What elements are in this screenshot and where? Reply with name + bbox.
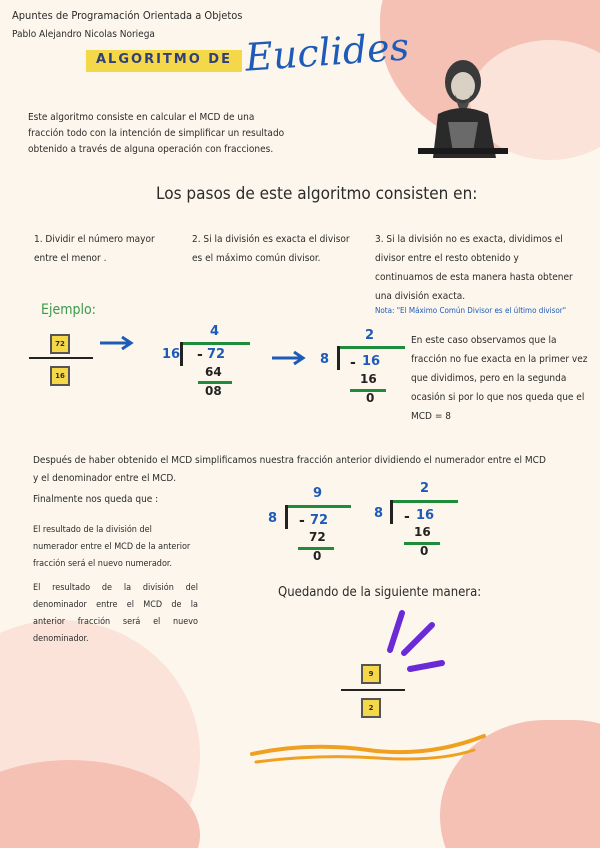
final-fraction-bar	[341, 689, 405, 691]
div1-dividend: 72	[207, 347, 226, 362]
example-explanation: En este caso observamos que la fracción no fue exacta en la primer vez que dividimos, pero en la segunda ocasión si por lo que nos queda que el MCD = 8	[411, 335, 588, 422]
step-2: 2. Si la división es exacta el divisor es el máximo común divisor.	[192, 234, 350, 264]
title-prefix: ALGORITMO DE	[96, 52, 232, 67]
example-fraction-bar	[29, 357, 93, 359]
finally-text: Finalmente nos queda que :	[33, 494, 159, 505]
div4-top-line	[390, 500, 458, 503]
result-denominator-text: El resultado de la división del denominador entre el MCD de la anterior fracción será el nuevo denominador.	[33, 583, 198, 645]
div1-minus: -	[197, 347, 203, 363]
div3-top-line	[285, 505, 351, 508]
title-script: Euclides	[243, 24, 411, 80]
simplify-paragraph: Después de haber obtenido el MCD simplificamos nuestra fracción anterior dividiendo el numerador entre el MCD y el denominador entre el MCD.	[33, 455, 546, 484]
div4-minus: -	[404, 509, 410, 525]
result-numerator-text: El resultado de la división del numerador entre el MCD de la anterior fracción será el nuevo numerador.	[33, 525, 191, 570]
div3-product: 72	[309, 530, 326, 544]
div4-divisor: 8	[374, 506, 384, 521]
underline-swoosh	[248, 728, 488, 768]
div2-product: 16	[360, 372, 377, 386]
arrow-right-icon	[98, 336, 134, 350]
div4-dividend: 16	[416, 508, 435, 523]
step-1: 1. Dividir el número mayor entre el menor .	[34, 234, 155, 264]
div2-minus: -	[350, 355, 356, 371]
div3-remainder: 0	[313, 549, 322, 563]
example-denominator-box: 16	[50, 366, 70, 386]
course-title: Apuntes de Programación Orientada a Objetos	[12, 9, 243, 22]
arrow-right-icon	[270, 351, 306, 365]
mcd-note: Nota: "El Máximo Común Divisor es el último divisor"	[375, 306, 566, 315]
div4-remainder: 0	[420, 544, 429, 558]
div1-bracket	[180, 342, 183, 366]
example-label: Ejemplo:	[41, 302, 96, 318]
div4-bracket	[390, 500, 393, 524]
example-numerator-box: 72	[50, 334, 70, 354]
div4-product: 16	[414, 525, 431, 539]
div1-quotient: 4	[210, 324, 220, 339]
div3-quotient: 9	[313, 486, 323, 501]
div2-divisor: 8	[320, 352, 330, 367]
div3-dividend: 72	[310, 513, 329, 528]
author-name: Pablo Alejandro Nicolas Noriega	[12, 29, 155, 40]
div3-minus: -	[299, 513, 305, 529]
div2-quotient: 2	[365, 328, 375, 343]
div1-product: 64	[205, 365, 222, 379]
div2-dividend: 16	[362, 354, 381, 369]
sparkle-lines-icon	[380, 605, 450, 675]
div1-divisor: 16	[162, 347, 181, 362]
div2-bracket	[337, 346, 340, 370]
euclid-portrait	[418, 52, 508, 158]
result-heading: Quedando de la siguiente manera:	[278, 585, 482, 600]
div1-top-line	[180, 342, 250, 345]
intro-paragraph: Este algoritmo consiste en calcular el MCD de una fracción todo con la intención de simplificar un resultado obtenido a través de alguna operación con fracciones.	[28, 112, 285, 155]
div3-divisor: 8	[268, 511, 278, 526]
final-numerator-box: 9	[361, 664, 381, 684]
div1-remainder: 08	[205, 384, 222, 398]
final-denominator-box: 2	[361, 698, 381, 718]
div3-bracket	[285, 505, 288, 529]
steps-heading: Los pasos de este algoritmo consisten en:	[156, 184, 478, 204]
div2-remainder: 0	[366, 391, 375, 405]
div4-quotient: 2	[420, 481, 430, 496]
step-3: 3. Si la división no es exacta, dividimos el divisor entre el resto obtenido y continuamos de esta manera hasta obtener una división exacta.	[375, 234, 573, 302]
div2-top-line	[337, 346, 405, 349]
